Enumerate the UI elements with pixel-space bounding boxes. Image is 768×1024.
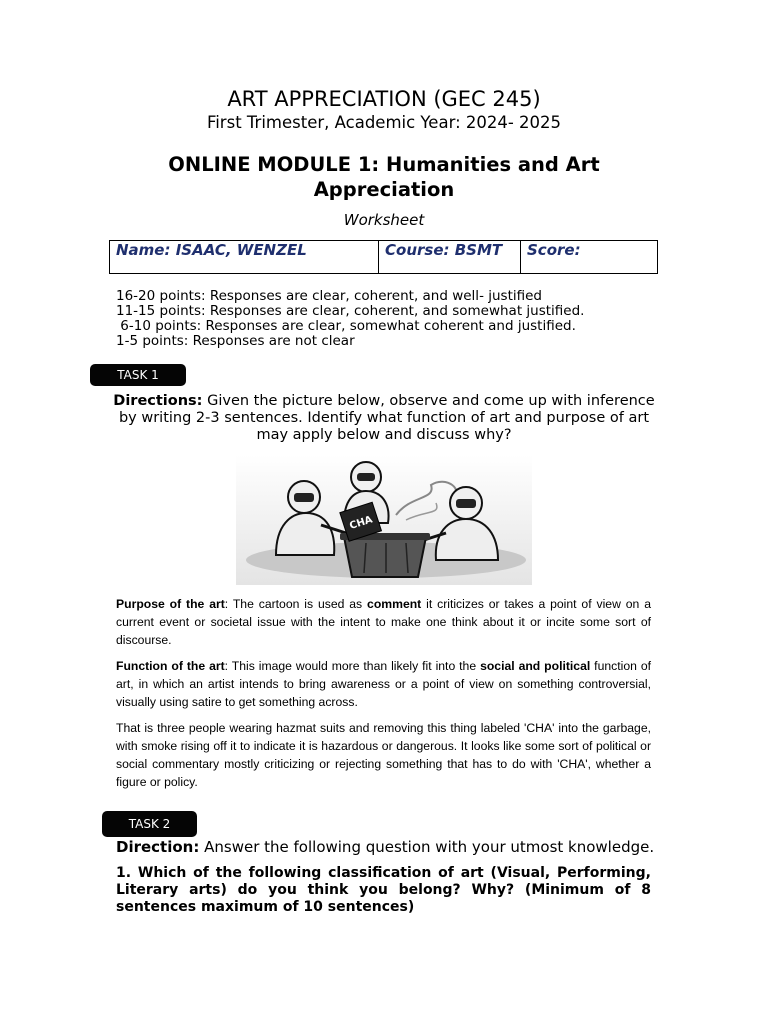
module-title: ONLINE MODULE 1: Humanities and Art Appreciation: [168, 153, 600, 201]
task-1-directions: [112, 393, 656, 444]
score-cell: Score:: [520, 241, 657, 273]
direction-text: Answer the following question with your utmost knowledge.: [199, 838, 655, 856]
purpose-text: : The cartoon is used as: [224, 597, 368, 611]
directions-text: Given the picture below, observe and come up with inference by writing 2-3 sentences. Identify what function of art and purpose of art may apply below and discuss why?: [118, 393, 655, 443]
rubric-line: 1-5 points: Responses are not clear: [116, 333, 355, 349]
worksheet-label: Worksheet: [343, 211, 425, 229]
directions-lead: Directions:: [113, 393, 203, 409]
function-text: function of art, in which an artist intends to bring awareness or a point of view on something controversial, visually using satire to get something across.: [116, 659, 651, 709]
function-text: : This image would more than likely fit into the: [224, 659, 481, 673]
rubric-line: 16-20 points: Responses are clear, coherent, and well- justified: [116, 288, 542, 304]
rubric-line: 6-10 points: Responses are clear, somewhat coherent and justified.: [116, 318, 576, 334]
purpose-emphasis: comment: [367, 597, 422, 611]
cartoon-sign-text: CHA: [348, 514, 374, 533]
task-2-direction: [116, 838, 654, 856]
rubric-line: 11-15 points: Responses are clear, coherent, and somewhat justified.: [116, 303, 585, 319]
student-info-table: [109, 240, 658, 274]
direction-lead: Direction:: [116, 838, 200, 856]
task-1-label: TASK 1: [90, 364, 186, 386]
scoring-rubric: [116, 289, 584, 349]
course-title: ART APPRECIATION (GEC 245): [227, 87, 541, 111]
task-2-label: TASK 2: [102, 811, 197, 837]
purpose-text: it criticizes or takes a point of view on a current event or societal issue with the intent to make one think about it or incite some sort of discourse.: [116, 597, 651, 647]
function-paragraph: [116, 657, 651, 711]
course-cell: Course: BSMT: [378, 241, 520, 273]
name-cell: Name: ISAAC, WENZEL: [116, 241, 307, 259]
hazmat-cartoon-image: [236, 455, 532, 585]
description-paragraph: That is three people wearing hazmat suits and removing this thing labeled 'CHA' into the garbage, with smoke rising off it to indicate it is hazardous or dangerous. It looks like some sort of political or social commentary mostly criticizing or rejecting something that has to do with 'CHA', whether a figure or policy.: [116, 721, 651, 789]
purpose-lead: Purpose of the art: [116, 597, 225, 611]
purpose-paragraph: [116, 595, 651, 649]
term-line: First Trimester, Academic Year: 2024- 2025: [206, 113, 562, 132]
function-lead: Function of the art: [116, 659, 225, 673]
question-1: 1. Which of the following classification of art (Visual, Performing, Literary arts) do you think you belong? Why? (Minimum of 8 sentences maximum of 10 sentences): [116, 865, 651, 915]
function-emphasis: social and political: [480, 659, 591, 673]
